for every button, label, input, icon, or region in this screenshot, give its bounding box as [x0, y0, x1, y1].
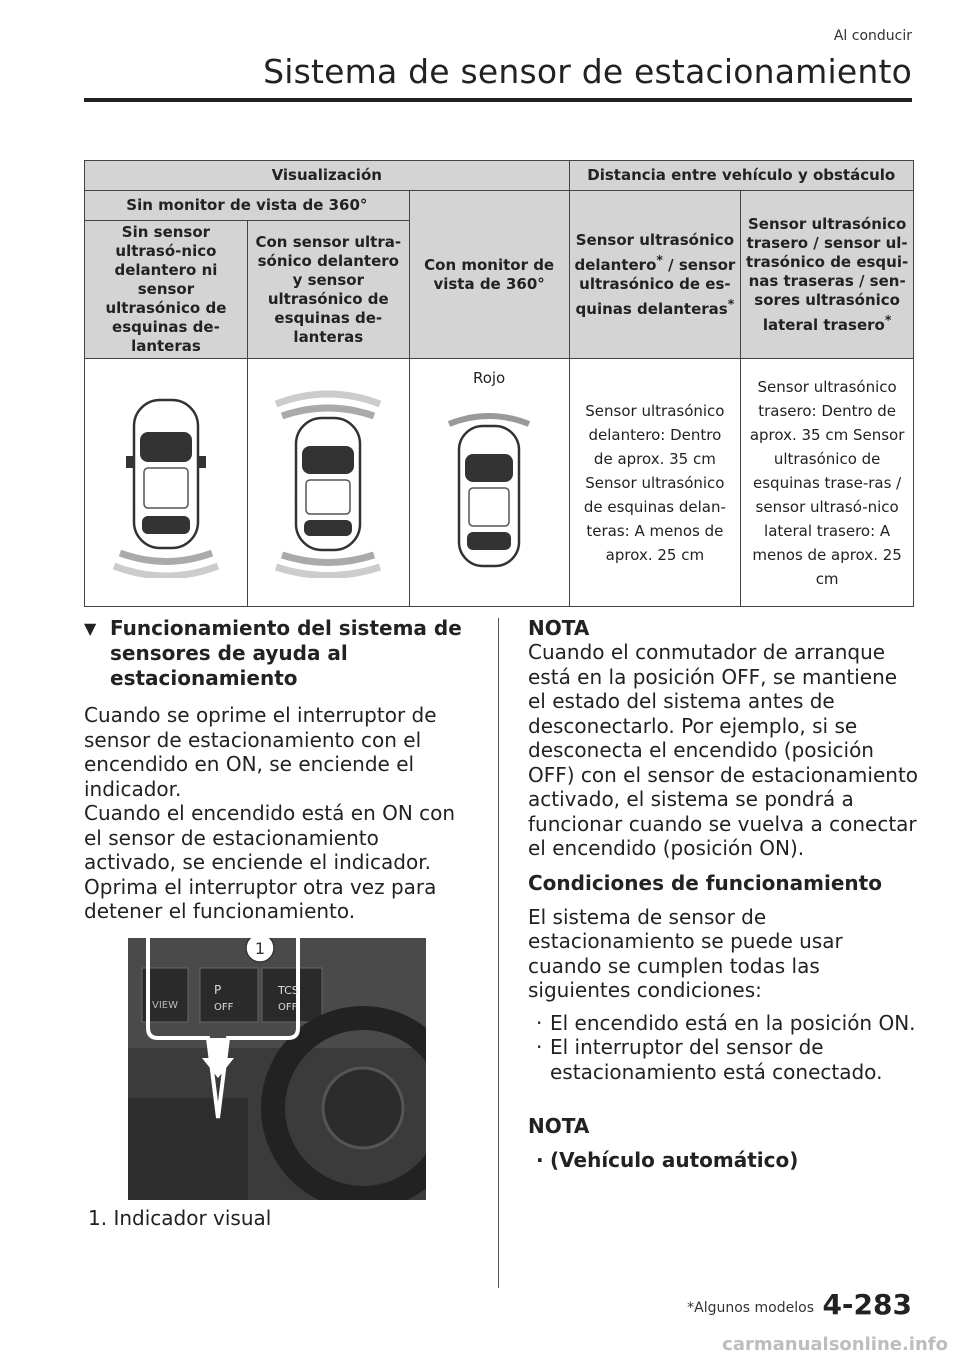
- list-item: · El interruptor del sensor de estacionamiento está conectado.: [550, 1035, 920, 1084]
- dashboard-illustration: [128, 938, 426, 1200]
- dashboard-photo: [128, 938, 426, 1200]
- header-with-front-sensor: Con sensor ultra-sónico delantero y sensor ultrasónico de esquinas de-lanteras: [247, 221, 409, 359]
- tcs-off-label: OFF: [278, 1002, 298, 1013]
- header-without-360: Sin monitor de vista de 360°: [85, 191, 410, 221]
- header-no-front-sensor: Sin sensor ultrasó-nico delantero ni sensor ultrasónico de esquinas de-lanteras: [85, 221, 248, 359]
- column-divider: [498, 618, 499, 1288]
- section-label: Al conducir: [833, 28, 912, 44]
- view-button-label: VIEW: [152, 1000, 178, 1011]
- tcs-button-label: TCS: [278, 984, 299, 997]
- asterisk-mark: *: [727, 295, 735, 311]
- page-title: Sistema de sensor de estacionamiento: [263, 52, 912, 91]
- list-item: · El encendido está en la posición ON.: [550, 1011, 920, 1036]
- car-top-view-icon: [439, 408, 539, 578]
- paragraph-2: Cuando el encendido está en ON con el sensor de estacionamiento activado, se enciende el indicador.: [84, 801, 456, 874]
- list-item: · (Vehículo automático): [550, 1148, 920, 1173]
- nota-text: Cuando el conmutador de arranque está en la posición OFF, se mantiene el estado del sistema antes de desconectarlo. Por ejemplo, si se desconecta el encendido (posición OFF) con el sensor de estacionamiento activado, el sistema se pondrá a funcionar cuando se vuelva a conectar el encendido (posición ON).: [528, 640, 919, 860]
- header-display: Visualización: [85, 161, 570, 191]
- car-diagram-rear-only: [85, 359, 248, 607]
- rear-distance-cell: Sensor ultrasónico trasero: Dentro de aprox. 35 cm Sensor ultrasónico de esquinas trase-ras / sensor ultrasó-nico lateral trasero: A menos de aprox. 25 cm: [741, 359, 914, 607]
- asterisk-mark: *: [656, 251, 663, 267]
- page-number: 4-283: [822, 1288, 912, 1321]
- section-heading-text: Funcionamiento del sistema de sensores de ayuda al estacionamiento: [110, 616, 462, 690]
- watermark: carmanualsonline.info: [722, 1334, 948, 1355]
- conditions-list: [528, 1011, 920, 1085]
- nota2-list: [528, 1148, 920, 1173]
- header-with-360: Con monitor de vista de 360°: [409, 191, 569, 359]
- front-sensor-a: Sensor ultrasónico delantero: [574, 230, 735, 274]
- car-diagram-360: [409, 359, 569, 607]
- front-sensor-b: / sensor ultrasónico de es-quinas delanteras: [575, 255, 736, 318]
- car-top-view-icon: [268, 388, 388, 578]
- header-rule: [84, 98, 912, 102]
- photo-caption: 1. Indicador visual: [88, 1206, 272, 1230]
- conditions-heading: Condiciones de funcionamiento: [528, 870, 882, 895]
- display-distance-table: [84, 160, 914, 607]
- paragraph-1: Cuando se oprime el interruptor de sensor de estacionamiento con el encendido en ON, se enciende el indicador.: [84, 703, 437, 801]
- conditions-text: El sistema de sensor de estacionamiento se puede usar cuando se cumplen todas las siguientes condiciones:: [528, 904, 843, 1002]
- asterisk-mark: *: [884, 311, 892, 327]
- footnote: *Algunos modelos: [687, 1300, 814, 1316]
- section-heading: [84, 616, 474, 691]
- callout-number: 1: [254, 939, 266, 958]
- color-label: Rojo: [472, 369, 506, 387]
- header-rear-sensor: [741, 191, 914, 359]
- nota-label-2: NOTA: [528, 1114, 590, 1138]
- car-diagram-front-rear: [247, 359, 409, 607]
- header-distance: Distancia entre vehículo y obstáculo: [569, 161, 913, 191]
- car-top-view-icon: [106, 388, 226, 578]
- front-distance-cell: Sensor ultrasónico delantero: Dentro de aprox. 35 cm Sensor ultrasónico de esquinas delan-teras: A menos de aprox. 25 cm: [569, 359, 741, 607]
- parking-button-label: P: [214, 983, 222, 997]
- nota-label: NOTA: [528, 616, 590, 640]
- triangle-down-icon: ▼: [84, 619, 97, 638]
- header-front-sensor: [569, 191, 741, 359]
- paragraph-3: Oprima el interruptor otra vez para detener el funcionamiento.: [84, 874, 437, 923]
- right-column: [528, 616, 920, 1173]
- parking-off-label: OFF: [214, 1002, 234, 1013]
- left-column: [84, 616, 474, 924]
- rear-sensor-a: Sensor ultrasónico trasero / sensor ul-trasónico de esqui-nas traseras / sen-sores ultrasónico lateral trasero: [746, 214, 909, 334]
